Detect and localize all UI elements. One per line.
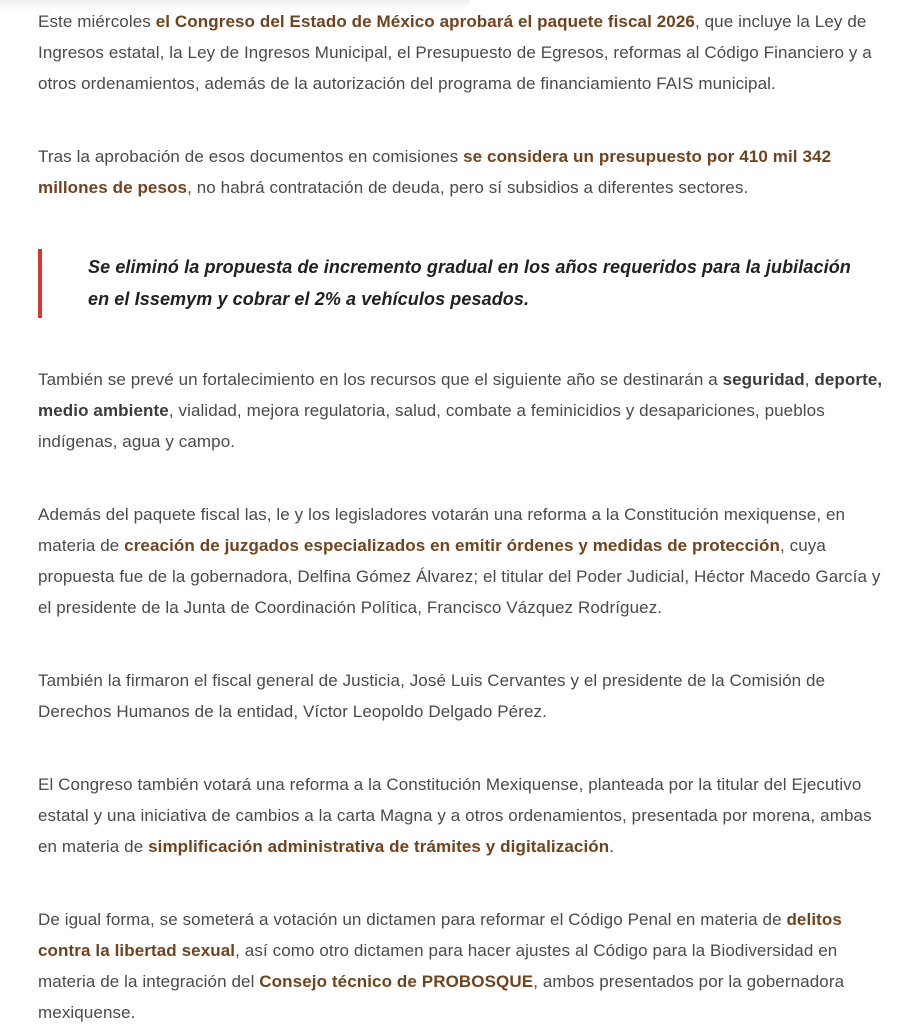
article-paragraph (38, 499, 888, 623)
text-run-accent: delitos contra la libertad sexual (38, 910, 842, 960)
article-paragraph (38, 904, 888, 1028)
text-run-accent: simplificación administrativa de trámites y digitalización (148, 837, 610, 856)
text-run: , así como otro dictamen para hacer ajustes al Código para la Biodiversidad en materia de la integración del (38, 941, 838, 991)
text-run: Se eliminó la propuesta de incremento gradual en los años requeridos para la jubilación en el Issemym y cobrar el 2% a vehículos pesados. (88, 257, 851, 309)
text-run: También se prevé un fortalecimiento en los recursos que el siguiente año se destinarán a (38, 370, 723, 389)
text-run-bold: deporte, medio ambiente (38, 370, 883, 420)
text-run: De igual forma, se someterá a votación un dictamen para reformar el Código Penal en materia de (38, 910, 787, 929)
text-run-accent: Consejo técnico de PROBOSQUE (259, 972, 534, 991)
article-paragraph (38, 141, 888, 203)
text-run: , que incluye la Ley de Ingresos estatal, la Ley de Ingresos Municipal, el Presupuesto de Egresos, reformas al Código Financiero y a otros ordenamientos, además de la autorización del programa de financiamiento FAIS municipal. (38, 12, 872, 93)
text-run: Además del paquete fiscal las, le y los legisladores votarán una reforma a la Constitución mexiquense, en materia de (38, 505, 846, 555)
text-run: , cuya propuesta fue de la gobernadora, Delfina Gómez Álvarez; el titular del Poder Judicial, Héctor Macedo García y el presidente de la Junta de Coordinación Política, Francisco Vázquez Rodríguez. (38, 536, 881, 617)
text-run: , vialidad, mejora regulatoria, salud, combate a feminicidios y desapariciones, pueblos indígenas, agua y campo. (38, 401, 825, 451)
text-run-bold: seguridad (722, 370, 805, 389)
text-run: También la firmaron el fiscal general de Justicia, José Luis Cervantes y el presidente de la Comisión de Derechos Humanos de la entidad, Víctor Leopoldo Delgado Pérez. (38, 671, 826, 721)
text-run-accent: el Congreso del Estado de México aprobará el paquete fiscal 2026 (155, 12, 695, 31)
text-run: , ambos presentados por la gobernadora mexiquense. (38, 972, 845, 1022)
text-run: , no habrá contratación de deuda, pero sí subsidios a diferentes sectores. (187, 178, 749, 197)
pull-quote (38, 249, 888, 318)
text-run: El Congreso también votará una reforma a la Constitución Mexiquense, planteada por la titular del Ejecutivo estatal y una iniciativa de cambios a la carta Magna y a otros ordenamientos, presentada por morena, ambas en materia de (38, 775, 872, 856)
article-paragraph (38, 665, 888, 727)
text-run: . (609, 837, 615, 856)
article-paragraph (38, 364, 888, 457)
text-run: , (804, 370, 815, 389)
text-run: Este miércoles (38, 12, 156, 31)
article-paragraph (38, 769, 888, 862)
text-run-accent: se considera un presupuesto por 410 mil 342 millones de pesos (38, 147, 832, 197)
text-run-accent: creación de juzgados especializados en emitir órdenes y medidas de protección (124, 536, 780, 555)
text-run: Tras la aprobación de esos documentos en comisiones (38, 147, 464, 166)
article-paragraph (38, 6, 888, 99)
